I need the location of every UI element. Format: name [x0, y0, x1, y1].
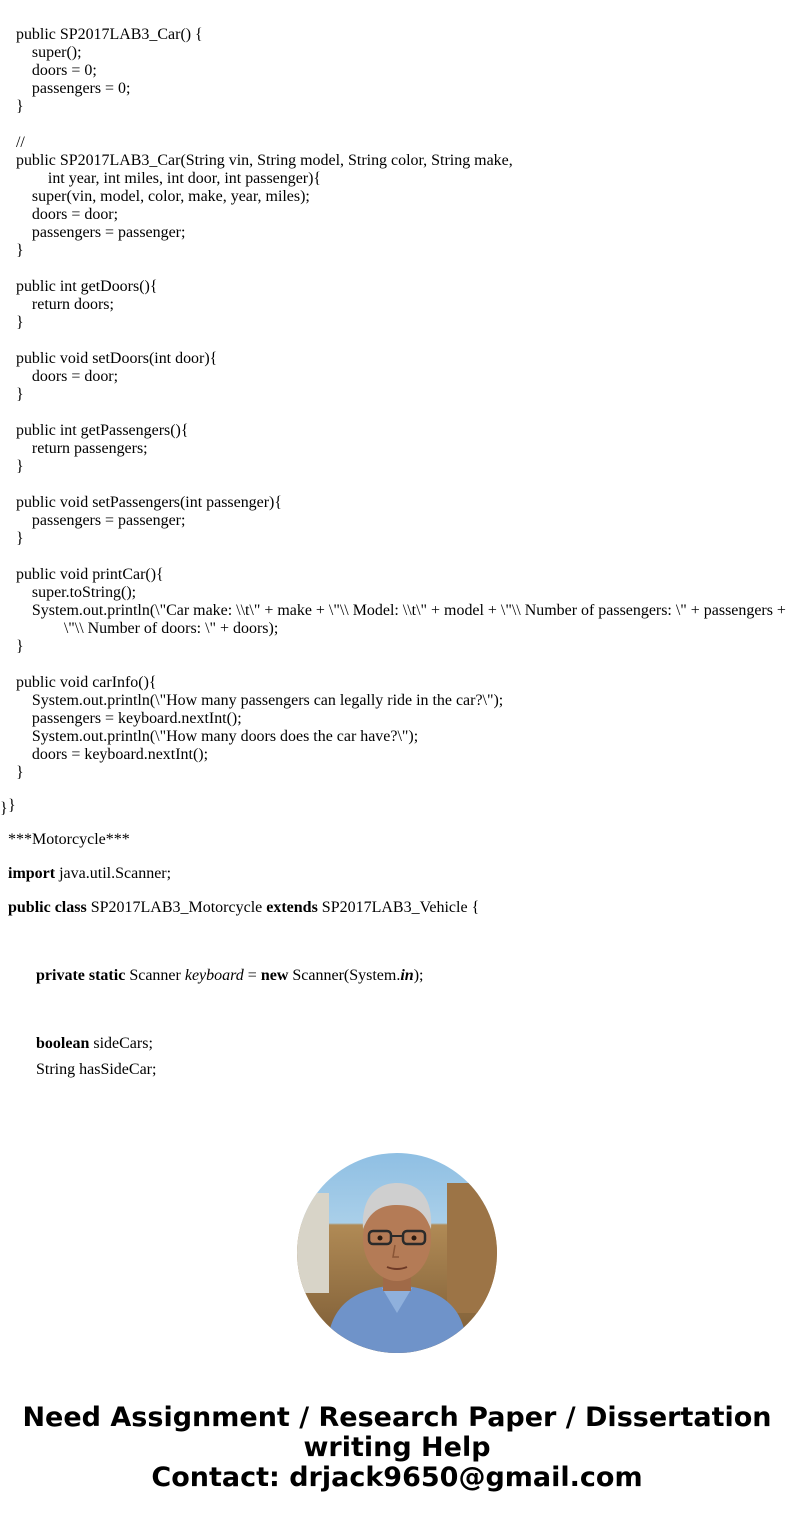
code-line: } [0, 314, 24, 331]
scanner-declaration [8, 967, 788, 985]
code-line [0, 260, 792, 278]
banner-contact-line: Contact: drjack9650@gmail.com [151, 1462, 643, 1493]
code-line [0, 548, 792, 566]
code-line: doors = 0; [0, 62, 97, 79]
boolean-variable: sideCars; [89, 1035, 153, 1052]
code-line: super(); [0, 44, 82, 61]
code-line: } [0, 386, 24, 403]
code-line: } [0, 530, 24, 547]
code-line: passengers = 0; [0, 80, 131, 97]
scanner-equals: = [243, 967, 261, 984]
superclass-name: SP2017LAB3_Vehicle { [317, 899, 480, 916]
closing-brace: } [8, 797, 16, 814]
code-line: passengers = keyboard.nextInt(); [0, 710, 242, 727]
code-line: \"\\ Number of doors: \" + doors); [0, 620, 279, 637]
code-line: doors = door; [0, 206, 119, 223]
code-line: public void printCar(){ [0, 566, 164, 583]
scanner-constructor: Scanner(System. [288, 967, 401, 984]
code-line: public SP2017LAB3_Car(String vin, String model, String color, String make, [0, 152, 513, 169]
scanner-variable: keyboard [184, 967, 244, 984]
scanner-type: Scanner [125, 967, 185, 984]
private-static-keyword: private static [36, 967, 126, 984]
contact-banner [0, 1403, 794, 1493]
string-declaration: String hasSideCar; [36, 1061, 157, 1078]
code-line: super(vin, model, color, make, year, miles); [0, 188, 310, 205]
code-line: public int getDoors(){ [0, 278, 158, 295]
new-keyword: new [260, 967, 289, 984]
code-line [0, 116, 792, 134]
import-target: java.util.Scanner; [55, 865, 172, 882]
code-line: System.out.println(\"How many doors does the car have?\"); [0, 728, 419, 745]
extends-keyword: extends [266, 899, 318, 916]
boolean-keyword: boolean [36, 1035, 90, 1052]
scanner-end: ); [413, 967, 424, 984]
code-line: } [0, 638, 24, 655]
system-in-field: in [400, 967, 414, 984]
code-line: public SP2017LAB3_Car() { [0, 26, 203, 43]
code-line: doors = door; [0, 368, 119, 385]
author-avatar [297, 1153, 497, 1353]
code-line: public void setPassengers(int passenger){ [0, 494, 283, 511]
car-class-code [0, 26, 794, 818]
code-line: doors = keyboard.nextInt(); [0, 746, 209, 763]
code-line: return passengers; [0, 440, 148, 457]
import-statement [8, 865, 788, 883]
code-line: super.toString(); [0, 584, 137, 601]
class-declaration [8, 899, 788, 917]
import-keyword: import [8, 865, 56, 882]
boolean-declaration [8, 1035, 788, 1053]
motorcycle-section [8, 797, 788, 1079]
code-line: System.out.println(\"How many passengers can legally ride in the car?\"); [0, 692, 504, 709]
code-line: return doors; [0, 296, 114, 313]
code-line: passengers = passenger; [0, 224, 186, 241]
code-line: public void carInfo(){ [0, 674, 157, 691]
code-line: public void setDoors(int door){ [0, 350, 218, 367]
class-name: SP2017LAB3_Motorcycle [86, 899, 267, 916]
motorcycle-heading: ***Motorcycle*** [8, 831, 130, 848]
public-class-keyword: public class [8, 899, 87, 916]
code-line [0, 332, 792, 350]
code-line: } [0, 458, 24, 475]
code-line: } [0, 800, 8, 817]
banner-line-2: writing Help [303, 1432, 491, 1463]
code-line: } [0, 242, 24, 259]
code-line: passengers = passenger; [0, 512, 186, 529]
code-line: int year, int miles, int door, int passenger){ [0, 170, 322, 187]
code-line [0, 656, 792, 674]
code-line [0, 404, 792, 422]
code-line: } [0, 98, 24, 115]
banner-line-1: Need Assignment / Research Paper / Dissertation [22, 1402, 772, 1433]
code-line: public int getPassengers(){ [0, 422, 189, 439]
code-line: System.out.println(\"Car make: \\t\" + make + \"\\ Model: \\t\" + model + \"\\ Number of passengers: \" + passengers + [0, 602, 786, 619]
code-line: // [0, 134, 25, 151]
code-line [0, 476, 792, 494]
code-line: } [0, 764, 24, 781]
